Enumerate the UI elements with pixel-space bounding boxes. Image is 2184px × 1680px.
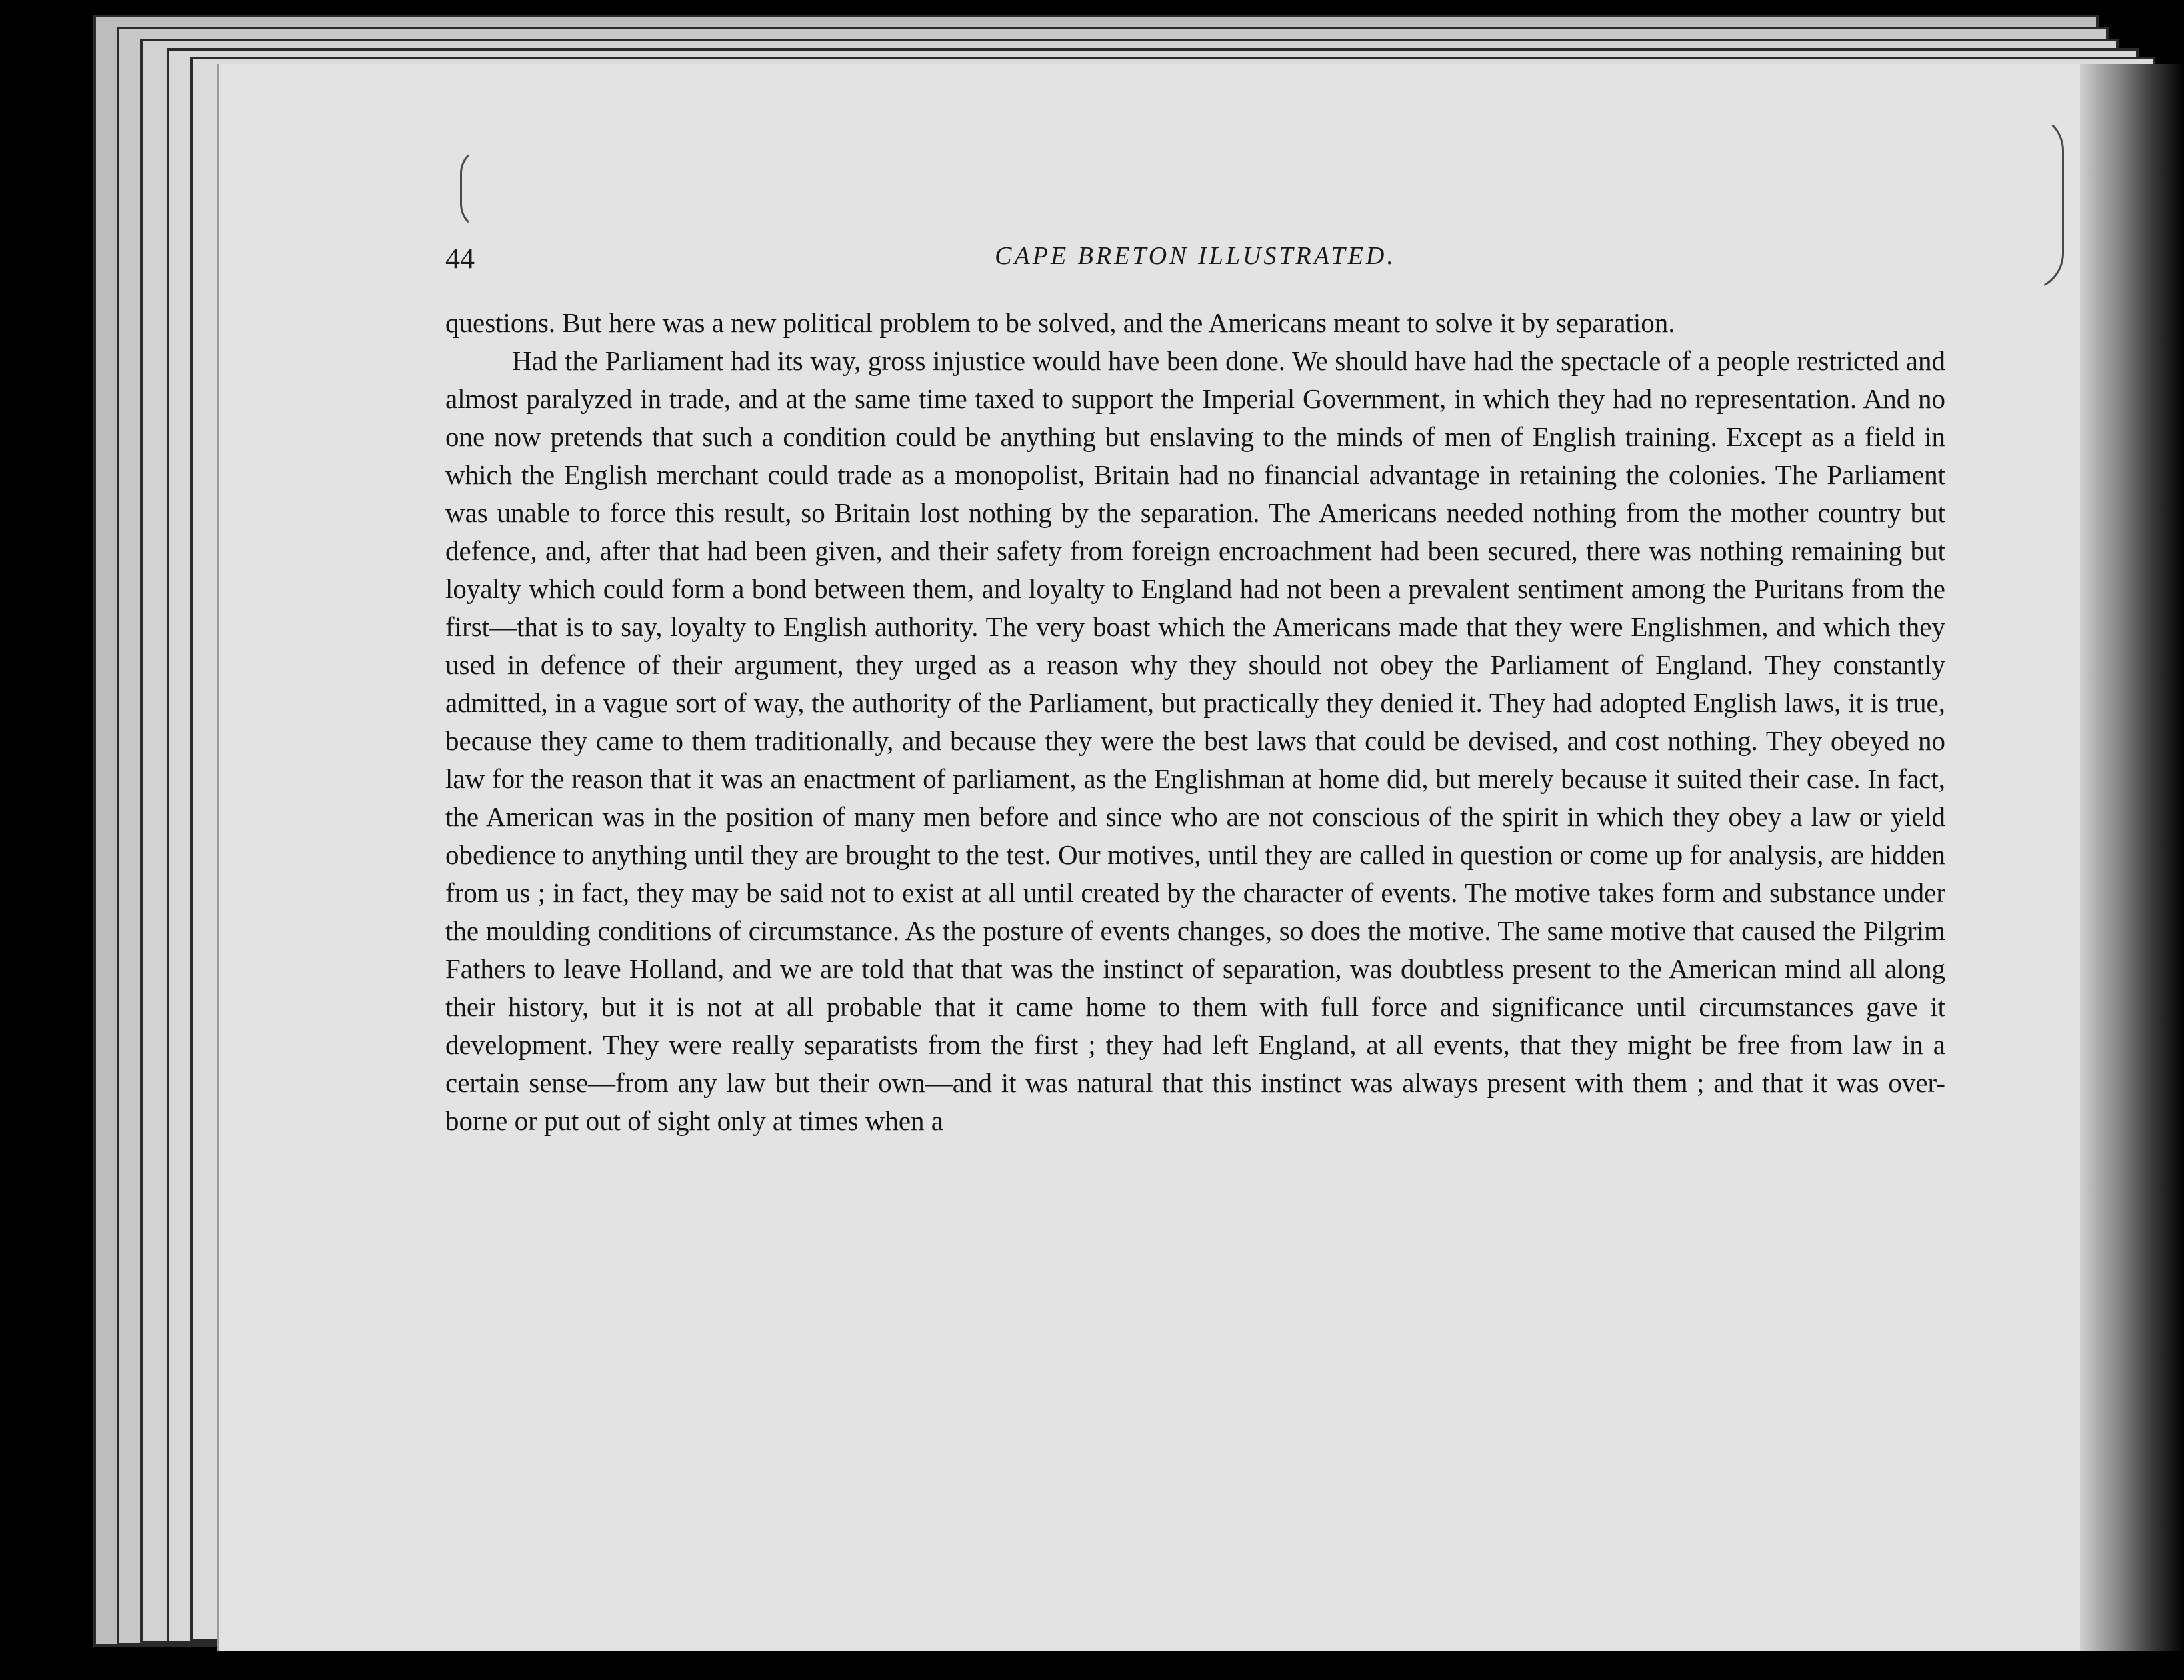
paragraph: Had the Parliament had its way, gross injustice would have been done. We should have had the spectacle of a people restricted and almost paralyzed in trade, and at the same time taxed to support the Imperial Government, in which they had no representation. And no one now pretends that such a condition could be anything but enslaving to the minds of men of English training. Except as a field in which the English merchant could trade as a monopolist, Britain had no financial advantage in retaining the colonies. The Parliament was unable to force this result, so Britain lost nothing by the separation. The Americans needed nothing from the mother country but defence, and, after that had been given, and their safety from foreign encroachment had been secured, there was nothing remaining but loyalty which could form a bond between them, and loyalty to England had not been a prevalent sentiment among the Puritans from the first—that is to say, loyalty to English authority. The very boast which the Americans made that they were Englishmen, and which they used in defence of their argument, they urged as a reason why they should not obey the Parliament of England. They constantly admitted, in a vague sort of way, the authority of the Parliament, but practically they denied it. They had adopted English laws, it is true, because they came to them traditionally, and because they were the best laws that could be devised, and cost nothing. They obeyed no law for the reason that it was an enactment of parliament, as the Englishman at home did, but merely because it suited their case. In fact, the American was in the position of many men before and since who are not conscious of the spirit in which they obey a law or yield obedience to anything until they are brought to the test. Our motives, until they are called in question or come up for analysis, are hidden from us ; in fact, they may be said not to exist at all until created by the character of events. The motive takes form and substance under the moulding conditions of circumstance. As the posture of events changes, so does the motive. The same motive that caused the Pilgrim Fathers to leave Holland, and we are told that that was the instinct of separation, was doubtless present to the American mind all along their history, but it is not at all probable that it came home to them with full force and significance until circumstances gave it development. They were really separatists from the first ; they had left England, at all events, that they might be free from law in a certain sense—from any law but their own—and it was natural that this instinct was always present with them ; and that it was over-borne or put out of sight only at times when a (445, 345, 1945, 1136)
running-header (445, 241, 1945, 281)
pencil-bracket-mark (2027, 113, 2064, 291)
book-spine-shadow (2080, 64, 2184, 1651)
body-text (445, 304, 1945, 1140)
page-number: 44 (445, 242, 475, 275)
running-title: CAPE BRETON ILLUSTRATED. (995, 242, 1396, 270)
paragraph: questions. But here was a new political problem to be solved, and the Americans meant to solve it by separation. (445, 307, 1675, 338)
pencil-bracket-mark (460, 147, 491, 231)
